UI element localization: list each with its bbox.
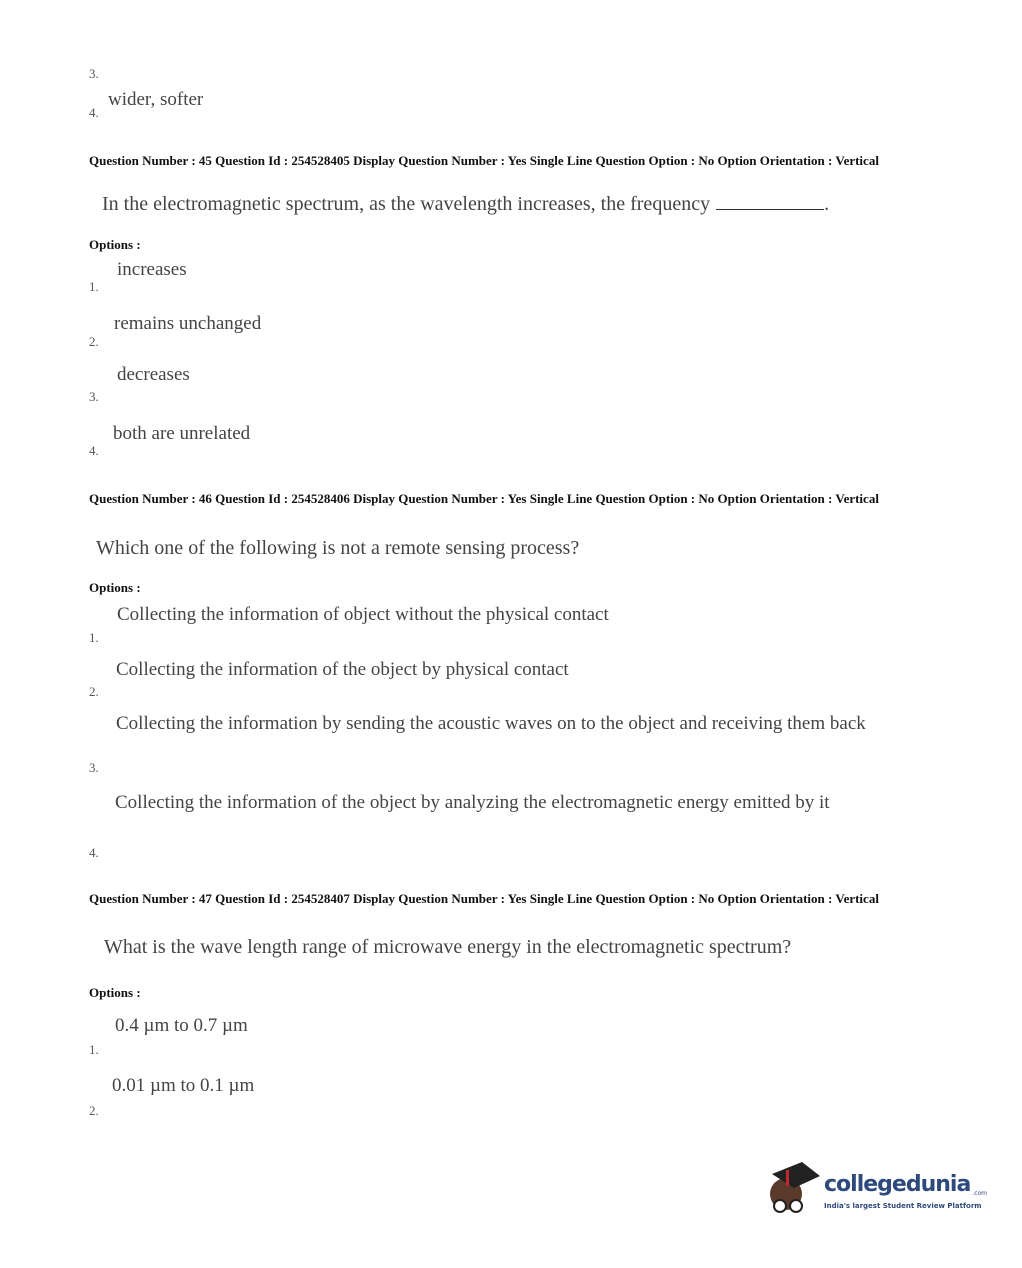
- option-number: 3.: [89, 389, 99, 404]
- logo-name: collegedunia: [824, 1172, 971, 1197]
- logo-suffix: .com: [972, 1190, 988, 1197]
- option-number: 2.: [89, 334, 99, 349]
- option-number: 2.: [89, 1103, 99, 1118]
- mascot-icon: [764, 1160, 822, 1230]
- answer-blank: [716, 209, 824, 210]
- option-number: 4.: [89, 105, 99, 120]
- option-number: 4.: [89, 443, 99, 458]
- question-text: Which one of the following is not a remote sensing process?: [96, 537, 580, 559]
- options-label: Options :: [89, 237, 141, 252]
- question-text: What is the wave length range of microwave energy in the electromagnetic spectrum?: [104, 936, 792, 958]
- option-text: decreases: [117, 364, 190, 385]
- option-text: Collecting the information by sending the acoustic waves on to the object and receiving them back: [116, 713, 866, 734]
- option-text: 0.4 µm to 0.7 µm: [115, 1015, 248, 1036]
- option-number: 4.: [89, 845, 99, 860]
- logo-tagline: India's largest Student Review Platform: [824, 1202, 982, 1210]
- option-number: 1.: [89, 1042, 99, 1057]
- question-text-body: In the electromagnetic spectrum, as the wavelength increases, the frequency: [102, 193, 711, 215]
- option-text: remains unchanged: [114, 313, 262, 334]
- option-text: Collecting the information of the object by analyzing the electromagnetic energy emitted by it: [115, 792, 830, 813]
- option-text: Collecting the information of the object by physical contact: [116, 659, 569, 680]
- option-number: 3.: [89, 760, 99, 775]
- collegedunia-logo: [764, 1160, 1014, 1230]
- option-number: 1.: [89, 630, 99, 645]
- logo-text: [824, 1172, 987, 1210]
- logo-wordmark: [824, 1172, 987, 1198]
- options-label: Options :: [89, 580, 141, 595]
- question-suffix: .: [824, 193, 830, 215]
- question-text: [102, 193, 829, 216]
- option-number: 3.: [89, 66, 99, 81]
- option-number: 1.: [89, 279, 99, 294]
- option-text: Collecting the information of object without the physical contact: [117, 604, 609, 625]
- question-meta: Question Number : 47 Question Id : 254528407 Display Question Number : Yes Single Line Question Option : No Option Orientation : Vertical: [89, 891, 879, 906]
- question-meta: Question Number : 46 Question Id : 254528406 Display Question Number : Yes Single Line Question Option : No Option Orientation : Vertical: [89, 491, 879, 506]
- question-meta: Question Number : 45 Question Id : 254528405 Display Question Number : Yes Single Line Question Option : No Option Orientation : Vertical: [89, 153, 879, 168]
- option-text: 0.01 µm to 0.1 µm: [112, 1075, 255, 1096]
- option-text: wider, softer: [108, 89, 204, 110]
- option-text: increases: [117, 259, 187, 280]
- options-label: Options :: [89, 985, 141, 1000]
- option-number: 2.: [89, 684, 99, 699]
- option-text: both are unrelated: [113, 423, 251, 444]
